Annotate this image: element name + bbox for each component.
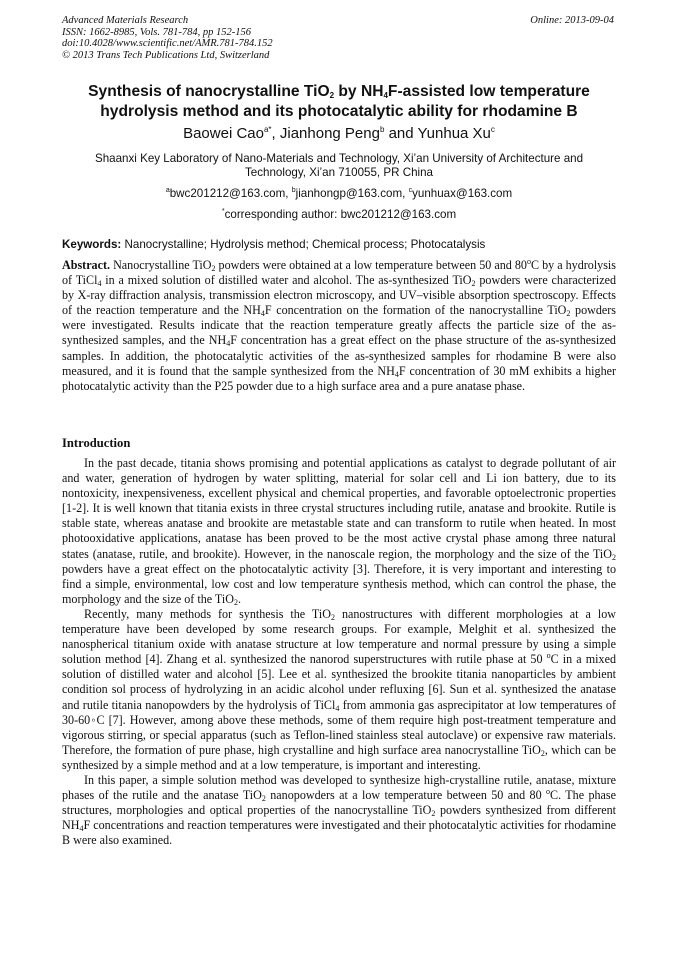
title-line-1: Synthesis of nanocrystalline TiO$_2$ by $NH_4F$-assisted low temperature [88,83,590,100]
online-date: Online: 2013-09-04 [530,15,614,26]
author-emails: $^a$bwc201212@163.com, $^b$jianhongp@163.com, $^c$yunhuax@163.com [165,187,513,200]
paragraph-1: In the past decade, titania shows promising and potential applications as catalyst to degrade pollutant of air and water, generation of hydrogen by water splitting, material for solar cell and Li ion battery, due to its nontoxicity, inexpensiveness, excellent physical and chemical properties, and favorable optoelectronic properties [1-2]. It is well known that titania exists in three crystal structures including rutile, anatase and brookite. Rutile is stable state, whereas anatase and brookite are metastable state and can transform to rutile when heated. In most photooxidative applications, anatase has been proved to be the most active crystal phase among three natural states (anatase, rutile, and brookite). However, in the nanoscale region, the morphology and the size of the TiO$_2$ powders have a great effect on the photocatalytic activity [3]. Therefore, it is very important and interesting to find a simple, environmental, low cost and low temperature synthesis method, which can control the phase, the morphology and the size of the TiO$_2$. [62,456,616,607]
abstract: Abstract. Nanocrystalline TiO$_2$ powders were obtained at a low temperature between 50 and 80$^o$C by a hydrolysis of TiCl$_4$ in a mixed solution of distilled water and alcohol. The as-synthesized TiO$_2$ powders were characterized by X-ray diffraction analysis, transmission electron microscopy, and UV–visible absorption spectroscopy. Effects of the reaction temperature and the $NH_4F$ concentration on the formation of the nanocrystalline TiO$_2$ powders were investigated. Results indicate that the reaction temperature greatly affects the particle size of the as-synthesized samples, and the $NH_4F$ concentration has a great effect on the phase structure of the as-synthesized samples. In addition, the photocatalytic activities of the as-synthesized samples for rhodamine B were also measured, and it is found that the sample synthesized from the $NH_4F$ concentration of 30 mM exhibits a higher photocatalytic activity than the P25 powder due to a high surface area and a pure anatase phase. [62,256,617,393]
affiliation: Shaanxi Key Laboratory of Nano-Materials and Technology, Xi’an University of Architecture and Technology, Xi’an 710055, PR China [94,152,584,179]
section-heading-introduction: Introduction [62,436,131,450]
keywords-text: Nanocrystalline; Hydrolysis method; Chemical process; Photocatalysis [121,238,486,251]
doi-line: doi:10.4028/www.scientific.net/AMR.781-784.152 [62,38,273,50]
journal-header [62,15,618,61]
author-list: Baowei Cao$^{a*}$, Jianhong Peng$^b$ and Yunhua Xu$^c$ [183,125,495,142]
title-line-2: hydrolysis method and its photocatalytic ability for rhodamine B [100,103,578,120]
introduction-body [62,456,616,848]
paragraph-3: In this paper, a simple solution method was developed to synthesize high-crystalline rutile, anatase, mixture phases of the rutile and the anatase TiO$_2$ nanopowders at a low temperature between 50 and 80 $^o$C. The phase structures, morphologies and optical properties of the nanocrystalline TiO$_2$ powders synthesized from different $NH_4F$ concentrations and reaction temperatures were investigated and their photocatalytic activities for rhodamine B were also examined. [62,772,617,848]
paragraph-2: Recently, many methods for synthesis the TiO$_2$ nanostructures with different morphologies at a low temperature have been developed by some research groups. For example, Melghit et al. synthesized the nanospherical titanium oxide with anatase structure at low temperature and normal pressure by using a simple solution method [4]. Zhang et al. synthesized the nanorod superstructures with rutile phase at 50 $^o$C in a mixed solution of distilled water and alcohol [5]. Lee et al. synthesized the brookite titania nanoparticles by ambient condition sol process of hydrolyzing in an acidic alcohol under refluxing [6]. Sun et al. synthesized the anatase and rutile titania nanopowders by the hydrolysis of TiCl$_4$ from ammonia gas asprecipitator at low temperatures of 30-60◦C [7]. However, among above these methods, some of them require high post-treatment temperature and vigorous stirring, or special apparatus (such as Teflon-lined stainless steal autoclave) or expensive raw materials. Therefore, the formation of pure phase, high crystalline and high surface area nanocrystalline TiO$_2$, which can be synthesized by a simple method and at a low temperature, is important and interesting. [62,606,617,772]
copyright-line: © 2013 Trans Tech Publications Ltd, Switzerland [62,49,270,61]
corresponding-author: *corresponding author: bwc201212@163.com [221,208,457,221]
keywords-label: Keywords: [62,238,122,251]
abstract-label: Abstract. [62,258,111,272]
issn-line: ISSN: 1662-8985, Vols. 781-784, pp 152-156 [62,26,251,38]
keywords [62,238,618,252]
journal-name: Advanced Materials Research [62,15,189,26]
paper-title [40,82,638,122]
